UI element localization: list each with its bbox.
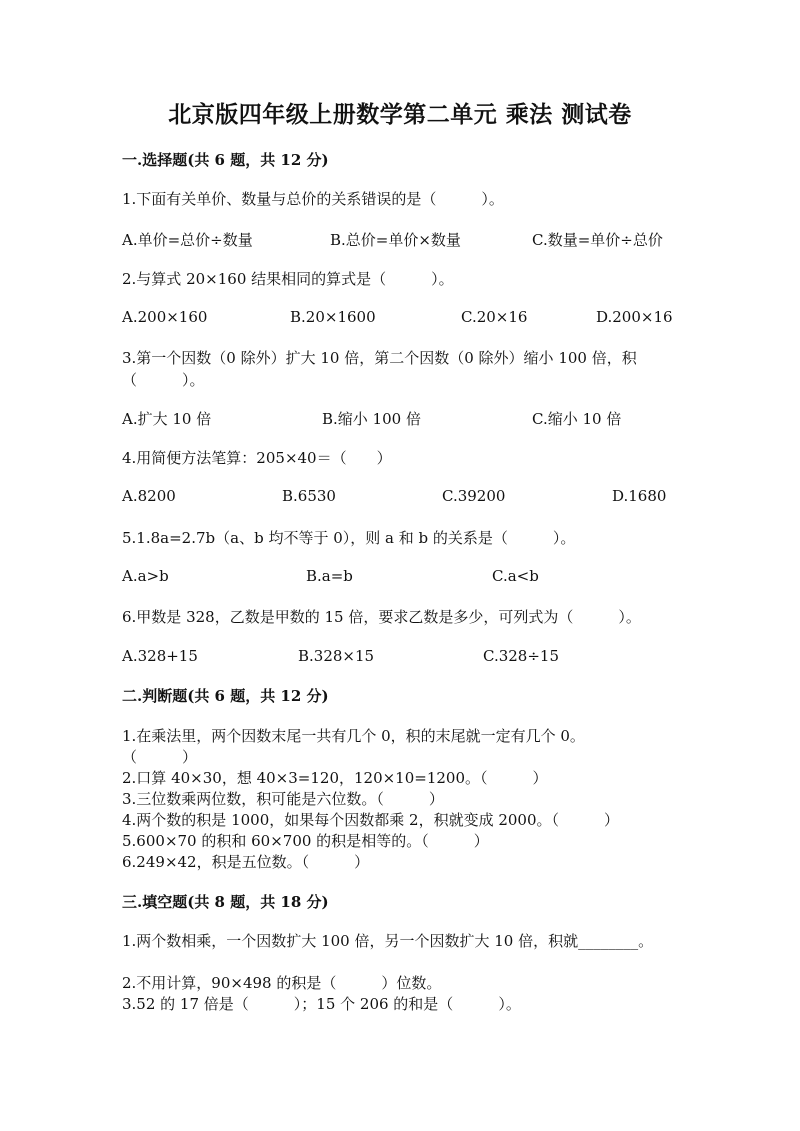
question-3-line2: （ ）。 (122, 371, 205, 389)
q2-option-b: B.20×1600 (290, 308, 376, 326)
question-4-text: 4.用简便方法笔算：205×40＝（ ） (122, 449, 392, 467)
q2-option-c: C.20×16 (461, 308, 528, 326)
judgment-4: 4.两个数的积是 1000，如果每个因数都乘 2，积就变成 2000。（ ） (122, 811, 620, 829)
q1-option-c: C.数量=单价÷总价 (532, 231, 663, 249)
q6-option-b: B.328×15 (298, 647, 375, 665)
question-5-text: 5.1.8a=2.7b（a、b 均不等于 0），则 a 和 b 的关系是（ ）。 (122, 529, 576, 547)
q4-option-c: C.39200 (442, 487, 506, 505)
judgment-5: 5.600×70 的积和 60×700 的积是相等的。（ ） (122, 832, 489, 850)
q6-option-c: C.328÷15 (483, 647, 559, 665)
question-2-text: 2.与算式 20×160 结果相同的算式是（ ）。 (122, 270, 454, 288)
fill-blank-1: 1.两个数相乘，一个因数扩大 100 倍，另一个因数扩大 10 倍，积就________。 (122, 932, 654, 950)
judgment-1-line1: 1.在乘法里，两个因数末尾一共有几个 0，积的末尾就一定有几个 0。 (122, 727, 585, 745)
q4-option-d: D.1680 (612, 487, 667, 505)
question-3-line1: 3.第一个因数（0 除外）扩大 10 倍，第二个因数（0 除外）缩小 100 倍，积 (122, 349, 637, 367)
fill-blank-2: 2.不用计算，90×498 的积是（ ）位数。 (122, 974, 442, 992)
page-title: 北京版四年级上册数学第二单元 乘法 测试卷 (168, 101, 632, 128)
judgment-6: 6.249×42，积是五位数。（ ） (122, 853, 370, 871)
q5-option-a: A.a>b (122, 567, 169, 585)
q6-option-a: A.328+15 (122, 647, 198, 665)
judgment-2: 2.口算 40×30，想 40×3=120，120×10=1200。（ ） (122, 769, 548, 787)
q2-option-a: A.200×160 (122, 308, 208, 326)
section-heading-judgment: 二.判断题(共 6 题，共 12 分) (122, 687, 329, 705)
question-6-text: 6.甲数是 328，乙数是甲数的 15 倍，要求乙数是多少，可列式为（ ）。 (122, 608, 641, 626)
q4-option-b: B.6530 (282, 487, 336, 505)
question-1-text: 1.下面有关单价、数量与总价的关系错误的是（ ）。 (122, 190, 504, 208)
q4-option-a: A.8200 (122, 487, 176, 505)
q1-option-b: B.总价=单价×数量 (330, 231, 461, 249)
fill-blank-3: 3.52 的 17 倍是（ ）；15 个 206 的和是（ ）。 (122, 995, 521, 1013)
q5-option-b: B.a=b (306, 567, 353, 585)
q1-option-a: A.单价=总价÷数量 (122, 231, 253, 249)
q3-option-c: C.缩小 10 倍 (532, 410, 622, 428)
judgment-3: 3.三位数乘两位数，积可能是六位数。（ ） (122, 790, 444, 808)
q2-option-d: D.200×16 (596, 308, 673, 326)
section-heading-choice: 一.选择题(共 6 题，共 12 分) (122, 151, 329, 169)
section-heading-fill-blank: 三.填空题(共 8 题，共 18 分) (122, 893, 329, 911)
judgment-1-line2: （ ） (122, 748, 198, 766)
q3-option-a: A.扩大 10 倍 (122, 410, 212, 428)
q3-option-b: B.缩小 100 倍 (322, 410, 421, 428)
q5-option-c: C.a<b (492, 567, 539, 585)
